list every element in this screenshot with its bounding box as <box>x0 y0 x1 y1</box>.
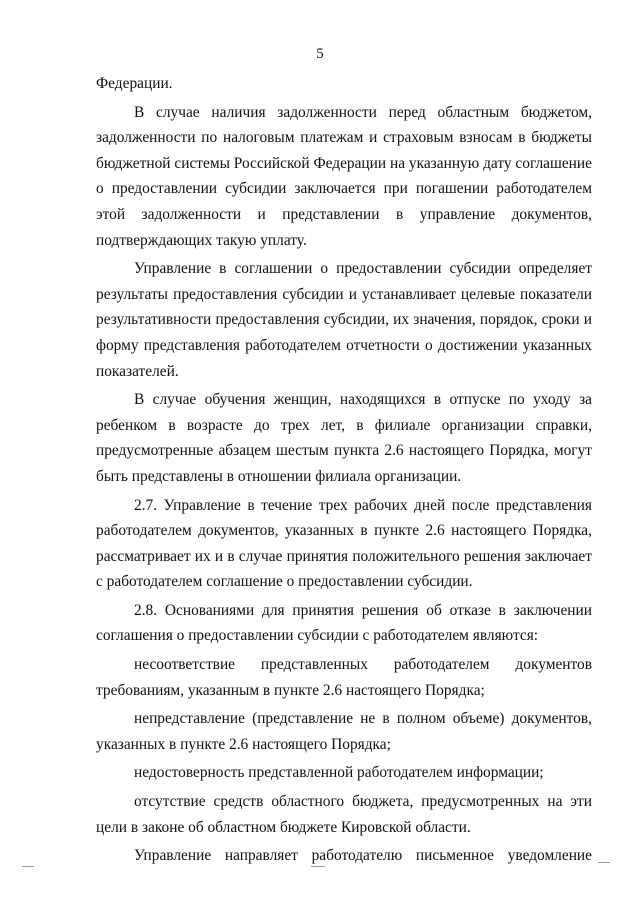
scan-artifact <box>598 862 610 863</box>
paragraph-2-8: 2.8. Основаниями для принятия решения об отказе в заключении соглашения о предоставлении субсидии с работодателем являются: <box>96 601 592 645</box>
list-item-noncompliance: несоответствие представленных работодателем документов требованиям, указанным в пункте 2.6 настоящего Порядка; <box>96 656 592 699</box>
paragraph-debt-condition: В случае наличия задолженности перед областным бюджетом, задолженности по налоговым платежам и страховым взносам в бюджеты бюджетной системы Российской Федерации на указанную дату соглашение о предоставлении субсидии заключается при погашении работодателем этой задолженности и представлении в управление документов, подтверждающих такую уплату. <box>96 103 592 249</box>
scan-artifact <box>311 866 325 867</box>
page-number: 5 <box>316 46 324 62</box>
list-item-no-funds: отсутствие средств областного бюджета, предусмотренных на эти цели в законе об областном бюджете Кировской области. <box>96 793 592 836</box>
paragraph-continuation: Федерации. <box>96 75 173 92</box>
list-item-unreliable: недостоверность представленной работодателем информации; <box>134 764 544 782</box>
paragraph-2-7: 2.7. Управление в течение трех рабочих дней после представления работодателем документов, указанных в пункте 2.6 настоящего Порядка, рассматривает их и в случае принятия положительного решения заключает с работодателем соглашение о предоставлении субсидии. <box>96 496 592 591</box>
paragraph-agreement-results: Управление в соглашении о предоставлении субсидии определяет результаты предоставления субсидии и устанавливает целевые показатели результативности предоставления субсидии, их значения, порядок, сроки и форму представления работодателем отчетности о достижении указанных показателей. <box>96 260 592 380</box>
document-body <box>96 71 592 869</box>
paragraph-women-training: В случае обучения женщин, находящихся в отпуске по уходу за ребенком в возрасте до трех лет, в филиале организации справки, предусмотренные абзацем шестым пункта 2.6 настоящего Порядка, могут быть представлены в отношении филиала организации. <box>96 391 592 485</box>
paragraph-notification: Управление направляет работодателю письменное уведомление <box>134 847 592 865</box>
scan-artifact <box>22 866 34 867</box>
list-item-incomplete: непредставление (представление не в полном объеме) документов, указанных в пункте 2.6 настоящего Порядка; <box>96 710 592 753</box>
